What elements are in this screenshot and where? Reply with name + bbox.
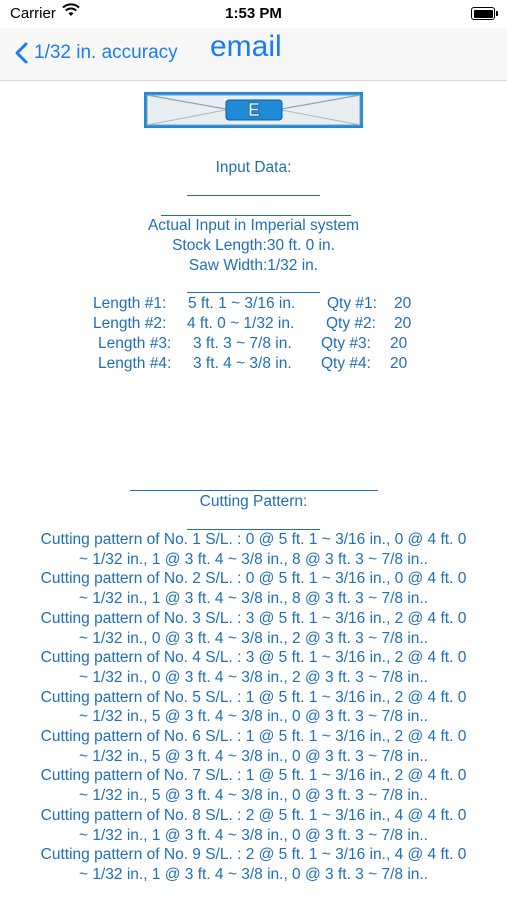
saw-width-label: Saw Width:1/32 in. xyxy=(188,257,319,274)
pattern-line: Cutting pattern of No. 8 S/L. : 2 @ 5 ft. 1 ~ 3/16 in., 4 @ 4 ft. 0 xyxy=(40,806,467,824)
qty-value: 20 xyxy=(394,315,412,332)
qty-label: Qty #1: xyxy=(327,295,377,312)
qty-value: 20 xyxy=(390,355,408,372)
pattern-line: ~ 1/32 in., 5 @ 3 ft. 4 ~ 3/8 in., 0 @ 3 ft. 3 ~ 7/8 in.. xyxy=(79,747,428,765)
qty-value: 20 xyxy=(394,295,412,312)
length-value: 4 ft. 0 ~ 1/32 in. xyxy=(187,315,295,332)
qty-label: Qty #4: xyxy=(321,355,371,372)
email-button[interactable] xyxy=(144,92,363,128)
length-label: Length #3: xyxy=(98,335,172,352)
input-data-heading: Input Data: xyxy=(215,159,292,176)
length-value: 3 ft. 3 ~ 7/8 in. xyxy=(193,335,292,352)
cutting-pattern-heading: Cutting Pattern: xyxy=(199,493,308,510)
svg-text:E: E xyxy=(247,100,261,120)
page-title: email xyxy=(210,30,282,63)
pattern-line: ~ 1/32 in., 1 @ 3 ft. 4 ~ 3/8 in., 0 @ 3 ft. 3 ~ 7/8 in.. xyxy=(79,826,428,844)
pattern-line: ~ 1/32 in., 1 @ 3 ft. 4 ~ 3/8 in., 8 @ 3 ft. 3 ~ 7/8 in.. xyxy=(79,550,428,568)
pattern-line: ~ 1/32 in., 5 @ 3 ft. 4 ~ 3/8 in., 0 @ 3 ft. 3 ~ 7/8 in.. xyxy=(79,787,428,805)
battery-icon xyxy=(471,7,495,20)
pattern-line: Cutting pattern of No. 9 S/L. : 2 @ 5 ft. 1 ~ 3/16 in., 4 @ 4 ft. 0 xyxy=(40,846,467,864)
length-label: Length #4: xyxy=(98,355,172,372)
pattern-line: ~ 1/32 in., 1 @ 3 ft. 4 ~ 3/8 in., 0 @ 3 ft. 3 ~ 7/8 in.. xyxy=(79,865,428,883)
status-bar xyxy=(0,0,507,28)
length-label: Length #1: xyxy=(93,295,167,312)
length-value: 5 ft. 1 ~ 3/16 in. xyxy=(188,295,296,312)
pattern-line: ~ 1/32 in., 0 @ 3 ft. 4 ~ 3/8 in., 2 @ 3 ft. 3 ~ 7/8 in.. xyxy=(79,629,428,647)
length-value: 3 ft. 4 ~ 3/8 in. xyxy=(193,355,292,372)
qty-label: Qty #3: xyxy=(321,335,371,352)
divider xyxy=(187,195,320,196)
pattern-line: Cutting pattern of No. 3 S/L. : 3 @ 5 ft. 1 ~ 3/16 in., 2 @ 4 ft. 0 xyxy=(40,609,467,627)
pattern-line: Cutting pattern of No. 1 S/L. : 0 @ 5 ft. 1 ~ 3/16 in., 0 @ 4 ft. 0 xyxy=(40,531,467,548)
stock-length-label: Stock Length:30 ft. 0 in. xyxy=(172,237,335,254)
clock-time: 1:53 PM xyxy=(225,5,282,22)
back-button-label: 1/32 in. accuracy xyxy=(34,42,178,63)
email-envelope-icon xyxy=(144,92,363,128)
pattern-line: ~ 1/32 in., 0 @ 3 ft. 4 ~ 3/8 in., 2 @ 3 ft. 3 ~ 7/8 in.. xyxy=(79,668,428,686)
divider xyxy=(130,490,378,491)
list-item xyxy=(0,530,507,885)
pattern-line: ~ 1/32 in., 5 @ 3 ft. 4 ~ 3/8 in., 0 @ 3 ft. 3 ~ 7/8 in.. xyxy=(79,708,428,726)
pattern-line: Cutting pattern of No. 5 S/L. : 1 @ 5 ft. 1 ~ 3/16 in., 2 @ 4 ft. 0 xyxy=(40,688,467,706)
chevron-left-icon xyxy=(14,42,28,64)
pattern-line: Cutting pattern of No. 4 S/L. : 3 @ 5 ft. 1 ~ 3/16 in., 2 @ 4 ft. 0 xyxy=(40,649,467,667)
pattern-line: Cutting pattern of No. 6 S/L. : 1 @ 5 ft. 1 ~ 3/16 in., 2 @ 4 ft. 0 xyxy=(40,728,467,746)
divider xyxy=(187,292,320,293)
qty-label: Qty #2: xyxy=(326,315,376,332)
navigation-bar xyxy=(0,28,507,81)
imperial-system-label: Actual Input in Imperial system xyxy=(147,217,360,234)
pattern-line: Cutting pattern of No. 7 S/L. : 1 @ 5 ft. 1 ~ 3/16 in., 2 @ 4 ft. 0 xyxy=(40,767,467,785)
length-label: Length #2: xyxy=(93,315,167,332)
pattern-line: ~ 1/32 in., 1 @ 3 ft. 4 ~ 3/8 in., 8 @ 3 ft. 3 ~ 7/8 in.. xyxy=(79,590,428,608)
qty-value: 20 xyxy=(390,335,408,352)
pattern-line: Cutting pattern of No. 2 S/L. : 0 @ 5 ft. 1 ~ 3/16 in., 0 @ 4 ft. 0 xyxy=(40,570,467,588)
carrier-label: Carrier xyxy=(10,5,56,22)
back-button[interactable] xyxy=(14,38,178,68)
